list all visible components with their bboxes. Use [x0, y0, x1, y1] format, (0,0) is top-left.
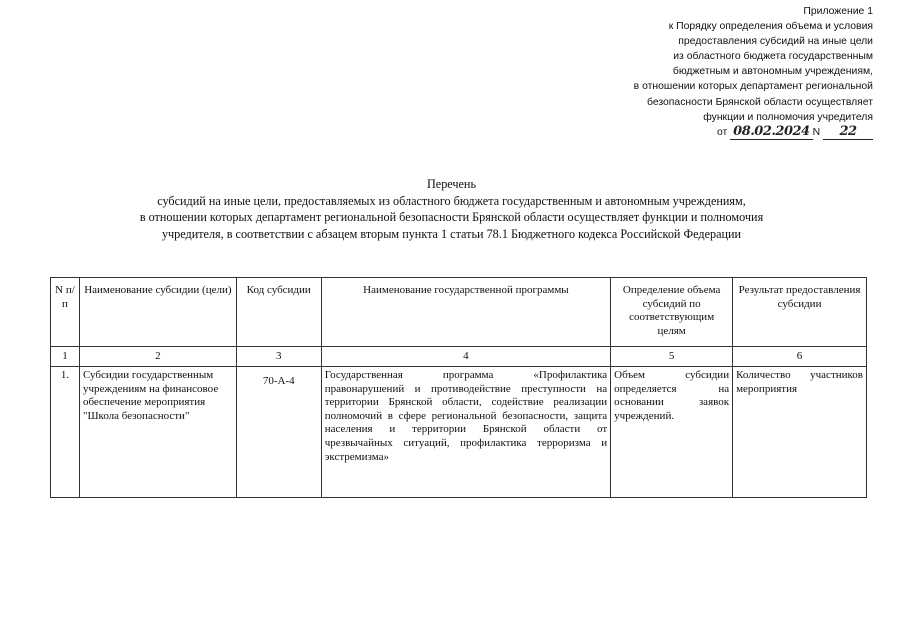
- column-number: 4: [321, 347, 610, 367]
- row-volume-definition: Объем субсидии определяется на основании заявок учреждений.: [611, 367, 733, 498]
- annex-line: бюджетным и автономным учреждениям,: [672, 66, 873, 78]
- date-field: [730, 125, 812, 140]
- annex-line: в отношении которых департамент региональной: [633, 81, 873, 93]
- handwritten-date: 08.02.2024: [733, 123, 810, 139]
- header-number: N п/п: [51, 278, 80, 347]
- header-result: Результат предоставления субсидии: [733, 278, 867, 347]
- column-number: 6: [733, 347, 867, 367]
- header-volume-definition: Определение объема субсидий по соответствующим целям: [611, 278, 733, 347]
- handwritten-number: 22: [839, 123, 857, 139]
- title-line: в отношении которых департамент региональной безопасности Брянской области осуществляет функции и полномочия: [139, 210, 764, 224]
- row-number: 1.: [51, 367, 80, 498]
- header-subsidy-code: Код субсидии: [236, 278, 321, 347]
- annex-line: предоставления субсидий на иные цели: [678, 36, 873, 48]
- annex-line: безопасности Брянской области осуществляет: [647, 96, 873, 108]
- number-field: [823, 125, 873, 140]
- table-row: [51, 367, 867, 498]
- annex-line: Приложение 1: [803, 6, 873, 17]
- annex-line: к Порядку определения объема и условия: [668, 21, 873, 33]
- column-number-row: [51, 347, 867, 367]
- column-number: 5: [611, 347, 733, 367]
- annex-line: из областного бюджета государственным: [673, 51, 873, 63]
- title-line: Перечень: [426, 177, 477, 191]
- date-prefix: от: [716, 126, 728, 138]
- column-number: 1: [51, 347, 80, 367]
- document-title: [0, 176, 903, 242]
- header-subsidy-name: Наименование субсидии (цели): [79, 278, 236, 347]
- row-subsidy-name: Субсидии государственным учреждениям на финансовое обеспечение мероприятия "Школа безопасности": [79, 367, 236, 498]
- column-number: 3: [236, 347, 321, 367]
- table-header-row: [51, 278, 867, 347]
- subsidy-table: [50, 277, 867, 498]
- column-number: 2: [79, 347, 236, 367]
- annex-header: [573, 4, 873, 140]
- title-line: субсидий на иные цели, предоставляемых из областного бюджета государственным и автономным учреждениям,: [157, 193, 746, 208]
- title-line: учредителя, в соответствии с абзацем вторым пункта 1 статьи 78.1 Бюджетного кодекса Российской Федерации: [161, 226, 742, 241]
- header-program-name: Наименование государственной программы: [321, 278, 610, 347]
- row-program-name: Государственная программа «Профилактика правонарушений и противодействие преступности на территории Брянской области, содействие реализации полномочий в сфере региональной безопасности, защита населения и территории Брянской области от чрезвычайных ситуаций, профилактика терроризма и экстремизма»: [321, 367, 610, 498]
- annex-line: функции и полномочия учредителя: [703, 111, 873, 123]
- number-prefix: N: [812, 126, 821, 138]
- row-subsidy-code: 70-А-4: [236, 367, 321, 498]
- row-result: Количество участников мероприятия: [733, 367, 867, 498]
- annex-date-line: [573, 125, 873, 140]
